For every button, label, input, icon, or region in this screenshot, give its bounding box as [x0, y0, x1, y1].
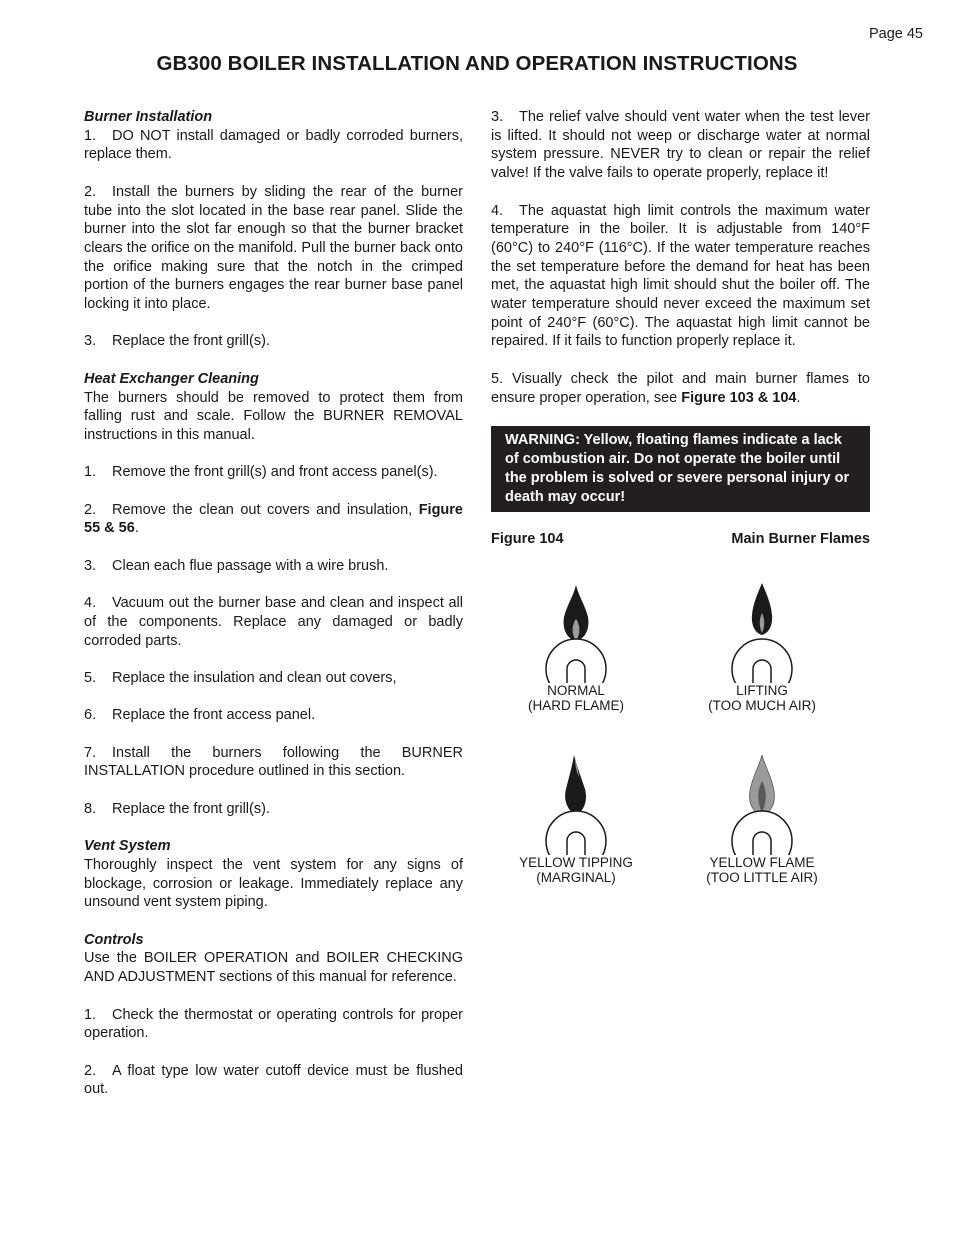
flame-diagram	[491, 583, 870, 923]
list-item: 3. Replace the front grill(s).	[84, 333, 270, 350]
list-item: 4. The aquastat high limit controls the maximum water temperature in the boiler. It is adjustable from 140°F (60°C) to 240°F (116°C). If the water temperature reaches the set temperature before the demand for heat has been met, the aquastat high limit should shut the boiler off. The water temperature should never exceed the maximum set point of 240°F (60°C). The aquastat high limit cannot be repaired. If it fails to function properly replace it.	[491, 202, 870, 350]
list-item: 5. Replace the insulation and clean out covers,	[84, 669, 397, 686]
section-heading-heat-exchanger: Heat Exchanger Cleaning	[84, 370, 259, 387]
list-item: 3. Clean each flue passage with a wire brush.	[84, 557, 389, 574]
figure-number: Figure 104	[491, 530, 564, 547]
list-item: 1. Remove the front grill(s) and front access panel(s).	[84, 464, 438, 481]
flame-lifting-icon	[727, 583, 797, 683]
figure-reference: Figure 55 & 56	[84, 501, 463, 537]
list-item: 8. Replace the front grill(s).	[84, 800, 270, 817]
list-item: 7. Install the burners following the BURNER INSTALLATION procedure outlined in this section.	[84, 744, 463, 780]
flame-yellow-flame	[677, 755, 847, 886]
warning-box: WARNING: Yellow, floating flames indicate a lack of combustion air. Do not operate the boiler until the problem is solved or severe personal injury or death may occur!	[491, 426, 870, 512]
flame-normal	[491, 583, 661, 714]
list-item: 6. Replace the front access panel.	[84, 707, 316, 724]
flame-label-line2: (MARGINAL)	[536, 870, 616, 886]
page-number: Page 45	[868, 26, 923, 42]
list-item: 2. Install the burners by sliding the rear of the burner tube into the slot located in the base rear panel. Slide the burner into the slot far enough so that the burner bracket clears the orifice on the manifold. Pull the burner back onto the orifice making sure that the notch in the crimped portion of the burners engages the rear burner base panel locking it into place.	[84, 183, 463, 313]
figure-title: Main Burner Flames	[731, 530, 870, 547]
section-intro: Use the BOILER OPERATION and BOILER CHECKING AND ADJUSTMENT sections of this manual for reference.	[84, 950, 463, 986]
flame-yellow-tipping	[491, 755, 661, 886]
flame-label-line1: NORMAL	[547, 682, 605, 698]
flame-label-line1: YELLOW FLAME	[709, 854, 815, 870]
figure-caption	[491, 530, 870, 549]
flame-yellow-tipping-icon	[541, 755, 611, 855]
flame-label-line2: (TOO MUCH AIR)	[708, 698, 816, 714]
list-item: 5. Visually check the pilot and main burner flames to ensure proper operation, see Figure 103 & 104.	[491, 370, 870, 406]
list-item: 1. Check the thermostat or operating controls for proper operation.	[84, 1006, 463, 1042]
list-item: 1. DO NOT install damaged or badly corroded burners, replace them.	[84, 127, 463, 163]
flame-label-line2: (TOO LITTLE AIR)	[706, 870, 818, 886]
section-intro: The burners should be removed to protect them from falling rust and scale. Follow the BURNER REMOVAL instructions in this manual.	[84, 389, 463, 443]
section-heading-controls: Controls	[84, 931, 144, 948]
list-item: 2. Remove the clean out covers and insulation, Figure 55 & 56.	[84, 501, 463, 537]
figure-reference: Figure 103 & 104	[681, 389, 797, 406]
section-text: Thoroughly inspect the vent system for any signs of blockage, corrosion or leakage. Immediately replace any unsound vent system piping.	[84, 856, 463, 911]
flame-label-line1: LIFTING	[736, 682, 788, 698]
flame-lifting	[677, 583, 847, 714]
list-item: 3. The relief valve should vent water when the test lever is lifted. It should not weep or discharge water at normal system pressure. NEVER try to clean or repair the relief valve! If the valve fails to operate properly, replace it!	[491, 109, 870, 182]
list-item: 2. A float type low water cutoff device must be flushed out.	[84, 1062, 463, 1098]
flame-label-line1: YELLOW TIPPING	[519, 854, 633, 870]
left-column	[84, 108, 463, 1118]
flame-yellow-flame-icon	[727, 755, 797, 855]
right-column	[491, 108, 870, 923]
page-title: GB300 BOILER INSTALLATION AND OPERATION INSTRUCTIONS	[156, 52, 798, 75]
flame-label-line2: (HARD FLAME)	[527, 698, 624, 714]
section-heading-burner-installation: Burner Installation	[84, 109, 213, 125]
list-item: 4. Vacuum out the burner base and clean and inspect all of the components. Replace any damaged or badly corroded parts.	[84, 595, 463, 649]
flame-normal-icon	[541, 583, 611, 683]
section-heading-vent-system: Vent System	[84, 838, 171, 855]
